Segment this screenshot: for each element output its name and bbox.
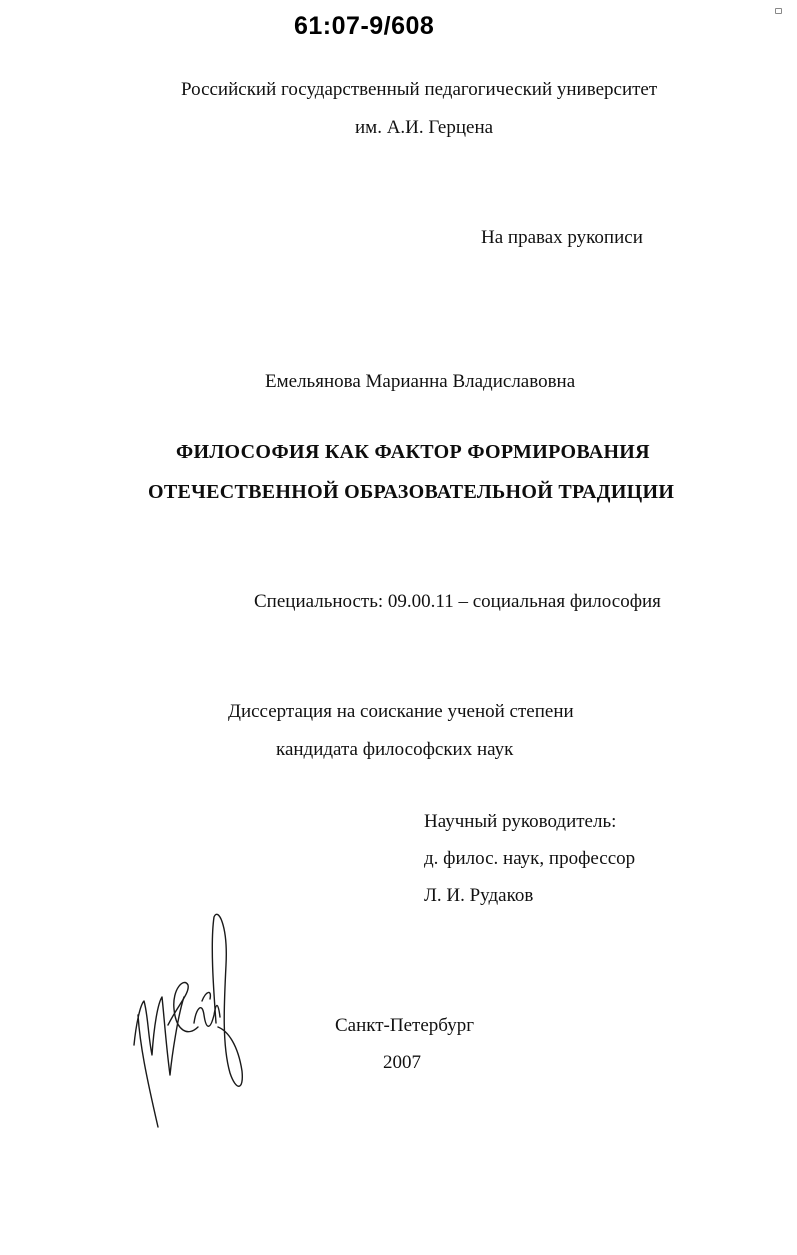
city: Санкт-Петербург <box>335 1015 475 1036</box>
thesis-title-line-2: ОТЕЧЕСТВЕННОЙ ОБРАЗОВАТЕЛЬНОЙ ТРАДИЦИИ <box>148 481 675 503</box>
handwritten-signature-icon <box>118 905 253 1135</box>
institution-name: Российский государственный педагогический университет <box>181 79 658 100</box>
degree-line-2: кандидата философских наук <box>276 739 514 760</box>
archive-code: 61:07-9/608 <box>294 12 435 40</box>
author-name: Емельянова Марианна Владиславовна <box>265 371 576 392</box>
specialty: Специальность: 09.00.11 – социальная философия <box>254 591 661 612</box>
scan-mark <box>775 8 782 14</box>
advisor-credentials: д. филос. наук, профессор <box>424 848 636 869</box>
year: 2007 <box>383 1052 421 1073</box>
advisor-name: Л. И. Рудаков <box>424 885 534 906</box>
manuscript-note: На правах рукописи <box>481 227 643 248</box>
institution-named-after: им. А.И. Герцена <box>355 117 494 138</box>
thesis-title-line-1: ФИЛОСОФИЯ КАК ФАКТОР ФОРМИРОВАНИЯ <box>176 441 650 463</box>
advisor-label: Научный руководитель: <box>424 811 617 832</box>
degree-line-1: Диссертация на соискание ученой степени <box>228 701 574 722</box>
